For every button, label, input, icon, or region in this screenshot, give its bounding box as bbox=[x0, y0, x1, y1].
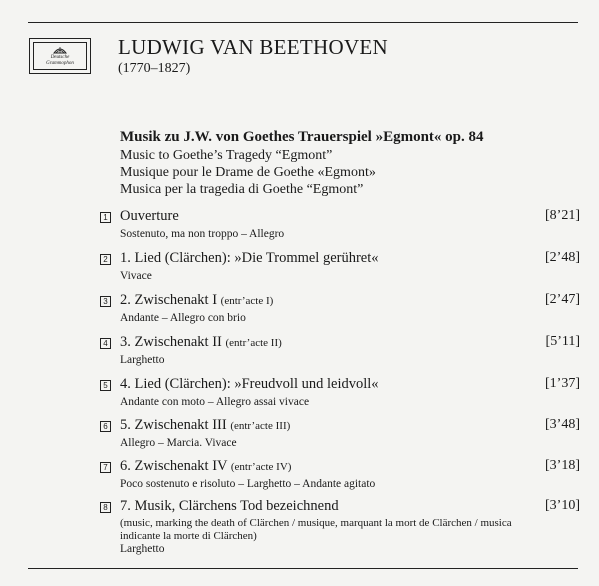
logo-text: Deutsche Grammophon bbox=[46, 55, 74, 66]
track-title-text: 1. Lied (Clärchen): »Die Trommel gerühret« bbox=[120, 250, 379, 266]
track-title bbox=[120, 292, 273, 309]
track-tempo: Poco sostenuto e risoluto – Larghetto – Andante agitato bbox=[120, 478, 376, 490]
track-number-box: 8 bbox=[100, 502, 111, 513]
track-title bbox=[120, 334, 282, 351]
track-title-text: 5. Zwischenakt III bbox=[120, 417, 227, 433]
track-duration: [2’47] bbox=[545, 292, 580, 307]
track-number-box: 3 bbox=[100, 296, 111, 307]
track-title-text: 6. Zwischenakt IV bbox=[120, 458, 228, 474]
track-title-text: 2. Zwischenakt I bbox=[120, 292, 218, 308]
track-title-suffix: (entr’acte I) bbox=[220, 295, 274, 307]
track-title bbox=[120, 376, 379, 393]
bottom-rule bbox=[28, 568, 578, 569]
track-title-text: 7. Musik, Clärchens Tod bezeichnend bbox=[120, 498, 339, 514]
track-tempo: Larghetto bbox=[120, 543, 165, 555]
track-duration: [5’11] bbox=[545, 334, 580, 349]
track-tempo: Vivace bbox=[120, 270, 152, 282]
track-number-box: 6 bbox=[100, 421, 111, 432]
tulip-crest-icon bbox=[52, 45, 68, 55]
track-title bbox=[120, 498, 339, 515]
track-duration: [3’48] bbox=[545, 417, 580, 432]
work-title-french: Musique pour le Drame de Goethe «Egmont» bbox=[120, 165, 376, 180]
track-duration: [8’21] bbox=[545, 208, 580, 223]
track-title-text: Ouverture bbox=[120, 208, 179, 224]
composer-dates: (1770–1827) bbox=[118, 61, 191, 76]
track-duration: [3’10] bbox=[545, 498, 580, 513]
work-title-italian: Musica per la tragedia di Goethe “Egmont” bbox=[120, 182, 364, 197]
track-duration: [3’18] bbox=[545, 458, 580, 473]
track-title bbox=[120, 458, 291, 475]
track-title bbox=[120, 417, 290, 434]
track-note: (music, marking the death of Clärchen / musique, marquant la mort de Clärchen / musica indicante la morte di Clärchen) bbox=[120, 517, 512, 542]
work-heading bbox=[120, 129, 570, 198]
track-tempo: Allegro – Marcia. Vivace bbox=[120, 437, 237, 449]
track-number-box: 4 bbox=[100, 338, 111, 349]
work-title: Musik zu J.W. von Goethes Trauerspiel »Egmont« op. 84 bbox=[120, 129, 484, 145]
track-tempo: Sostenuto, ma non troppo – Allegro bbox=[120, 228, 285, 240]
track-title-suffix: (entr’acte III) bbox=[230, 420, 291, 432]
track-number-box: 2 bbox=[100, 254, 111, 265]
top-rule bbox=[28, 22, 578, 23]
track-title-text: 4. Lied (Clärchen): »Freudvoll und leidvoll« bbox=[120, 376, 379, 392]
track-title-text: 3. Zwischenakt II bbox=[120, 334, 222, 350]
track-title bbox=[120, 250, 379, 267]
track-number-box: 5 bbox=[100, 380, 111, 391]
track-duration: [1’37] bbox=[545, 376, 580, 391]
track-number-box: 1 bbox=[100, 212, 111, 223]
track-tempo: Andante – Allegro con brio bbox=[120, 312, 246, 324]
track-number-box: 7 bbox=[100, 462, 111, 473]
composer-name: LUDWIG VAN BEETHOVEN bbox=[118, 35, 389, 59]
track-tempo: Larghetto bbox=[120, 354, 165, 366]
track-title bbox=[120, 208, 179, 225]
track-tempo: Andante con moto – Allegro assai vivace bbox=[120, 396, 310, 408]
logo-frame bbox=[33, 42, 87, 70]
deutsche-grammophon-logo bbox=[29, 38, 91, 74]
track-duration: [2’48] bbox=[545, 250, 580, 265]
track-title-suffix: (entr’acte IV) bbox=[230, 461, 292, 473]
work-title-english: Music to Goethe’s Tragedy “Egmont” bbox=[120, 148, 333, 163]
track-title-suffix: (entr’acte II) bbox=[225, 337, 282, 349]
